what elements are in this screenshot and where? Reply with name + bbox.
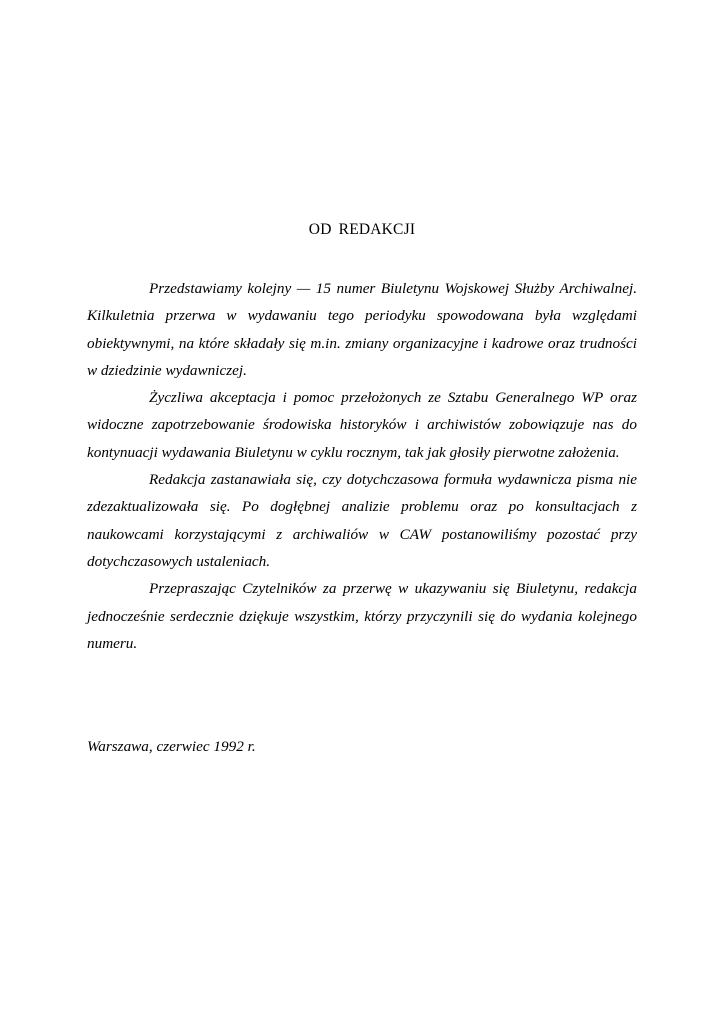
paragraph-1: Przedstawiamy kolejny — 15 numer Biuletynu Wojskowej Służby Archiwalnej. Kilkuletnia przerwa w wydawaniu tego periodyku spowodowana była względami obiektywnymi, na które składały się m.in. zmiany organizacyjne i kadrowe oraz trudności w dziedzinie wydawniczej. [87, 280, 637, 379]
editorial-body [87, 275, 637, 657]
paragraph-2: Życzliwa akceptacja i pomoc przełożonych ze Sztabu Generalnego WP oraz widoczne zapotrzebowanie środowiska historyków i archiwistów zobowiązuje nas do kontynuacji wydawania Biuletynu w cyklu rocznym, tak jak głosiły pierwotne założenia. [87, 389, 637, 461]
page-title: OD REDAKCJI [308, 221, 416, 238]
paragraph-4: Przepraszając Czytelników za przerwę w ukazywaniu się Biuletynu, redakcja jednocześnie serdecznie dziękuje wszystkim, którzy przyczynili się do wydania kolejnego numeru. [87, 580, 637, 652]
paragraph-3: Redakcja zastanawiała się, czy dotychczasowa formuła wydawnicza pisma nie zdezaktualizowała się. Po dogłębnej analizie problemu oraz po konsultacjach z naukowcami korzystającymi z archiwaliów w CAW postanowiliśmy pozostać przy dotychczasowych ustaleniach. [87, 471, 637, 570]
place-date-signature: Warszawa, czerwiec 1992 r. [87, 738, 256, 755]
